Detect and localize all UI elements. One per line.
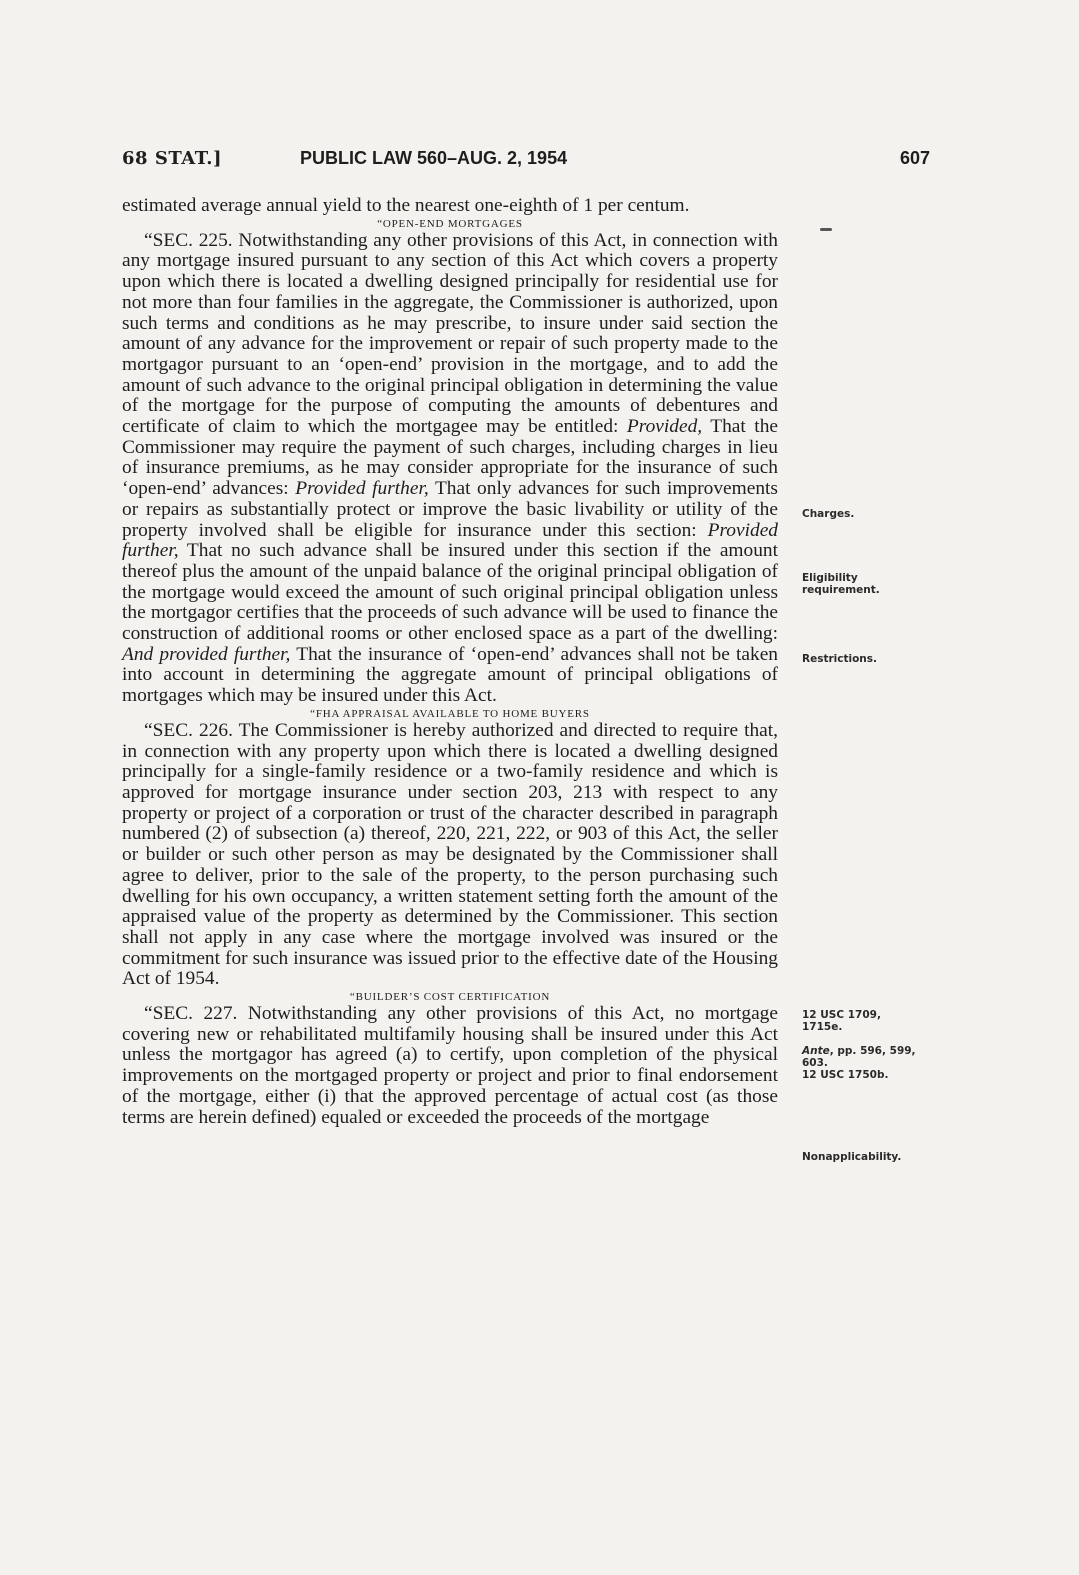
section-heading-open-end-mortgages: “OPEN-END MORTGAGES	[377, 217, 523, 230]
margin-note-charges: Charges.	[802, 508, 855, 520]
running-head	[122, 148, 930, 172]
section-227-paragraph: “SEC. 227. Notwithstanding any other provisions of this Act, no mortgage covering new or rehabilitated multifamily housing shall be insured under this Act unless the mortgagor has agreed (a) to certify, upon completion of the physical improvements on the mortgaged property or project and prior to final endorsement of the mortgage, either (i) that the approved percentage of actual cost (as those terms are herein defined) equaled or exceeded the proceeds of the mortgage	[122, 1003, 778, 1128]
section-225-text-2: That the Commissioner may require the payment of such charges, including charges in lieu of insurance premiums, as he may consider appropriate for the insurance of such ‘open-end’ advances:	[122, 416, 778, 500]
proviso-3: Provided further,	[122, 519, 778, 562]
stray-ink-mark	[820, 228, 832, 231]
page-number: 607	[899, 148, 930, 168]
margin-note-nonapplicability: Nonapplicability.	[802, 1151, 902, 1163]
proviso-2: Provided further,	[295, 478, 429, 500]
section-225-text-3: That only advances for such improvements or repairs as substantially protect or improve the basic livability or utility of the property involved shall be eligible for insurance under this section:	[122, 478, 778, 541]
law-title: PUBLIC LAW 560–AUG. 2, 1954	[300, 148, 568, 168]
section-heading-fha-appraisal: “FHA APPRAISAL AVAILABLE TO HOME BUYERS	[310, 707, 590, 720]
ante-pages: , pp. 596, 599, 603.	[802, 1045, 916, 1069]
proviso-4: And provided further,	[122, 643, 291, 665]
section-225-text-1: “SEC. 225. Notwithstanding any other provisions of this Act, in connection with any mortgage insured pursuant to any section of this Act which covers a property upon which there is located a dwelling designed principally for residential use for not more than four families in the aggregate, the Commissioner is authorized, upon such terms and conditions as he may prescribe, to insure under said section the amount of any advance for the improvement or repair of such property made to the mortgagor pursuant to an ‘open-end’ provision in the mortgage, and to add the amount of such advance to the original principal obligation in determining the value of the mortgage for the purpose of computing the amounts of debentures and certificate of claim to which the mortgagee may be entitled:	[122, 229, 778, 438]
margin-note-ante-references	[802, 1045, 922, 1081]
margin-note-restrictions: Restrictions.	[802, 653, 878, 665]
section-225-text-5: That the insurance of ‘open-end’ advances shall not be taken into account in determining the aggregate amount of principal obligations of mortgages which may be insured under this Act.	[122, 643, 778, 707]
paragraph-continuation: estimated average annual yield to the nearest one-eighth of 1 per centum.	[122, 195, 690, 216]
section-226-paragraph: “SEC. 226. The Commissioner is hereby authorized and directed to require that, in connection with any property upon which there is located a dwelling designed principally for a single-family residence or a two-family residence and which is approved for mortgage insurance under section 203, 213 with respect to any property or project of a corporation or trust of the character described in paragraph numbered (2) of subsection (a) thereof, 220, 221, 222, or 903 of this Act, the seller or builder or such other person as may be designated by the Commissioner shall agree to deliver, prior to the sale of the property, to the person purchasing such dwelling for his own occupancy, a written statement setting forth the amount of the appraised value of the property as determined by the Commissioner. This section shall not apply in any case where the mortgage involved was insured or the commitment for such insurance was issued prior to the effective date of the Housing Act of 1954.	[122, 719, 778, 990]
section-225-text-4: That no such advance shall be insured under this section if the amount thereof plus the amount of the unpaid balance of the original principal obligation of the mortgage would exceed the amount of such original principal obligation unless the mortgagor certifies that the proceeds of such advance will be used to finance the construction of additional rooms or other enclosed space as a part of the dwelling:	[122, 540, 778, 645]
margin-note-eligibility: Eligibility requirement.	[802, 572, 880, 596]
ante-label: Ante	[802, 1045, 830, 1057]
proviso-1: Provided,	[626, 416, 703, 438]
section-heading-builders-cost: “BUILDER’S COST CERTIFICATION	[349, 991, 551, 1004]
volume-reference: 68 STAT.]	[122, 148, 223, 169]
statute-body	[122, 196, 778, 1128]
margin-note-usc-1709: 12 USC 1709, 1715e.	[802, 1009, 881, 1033]
section-225-paragraph	[122, 231, 778, 707]
margin-note-usc-1750b: 12 USC 1750b.	[802, 1069, 889, 1081]
